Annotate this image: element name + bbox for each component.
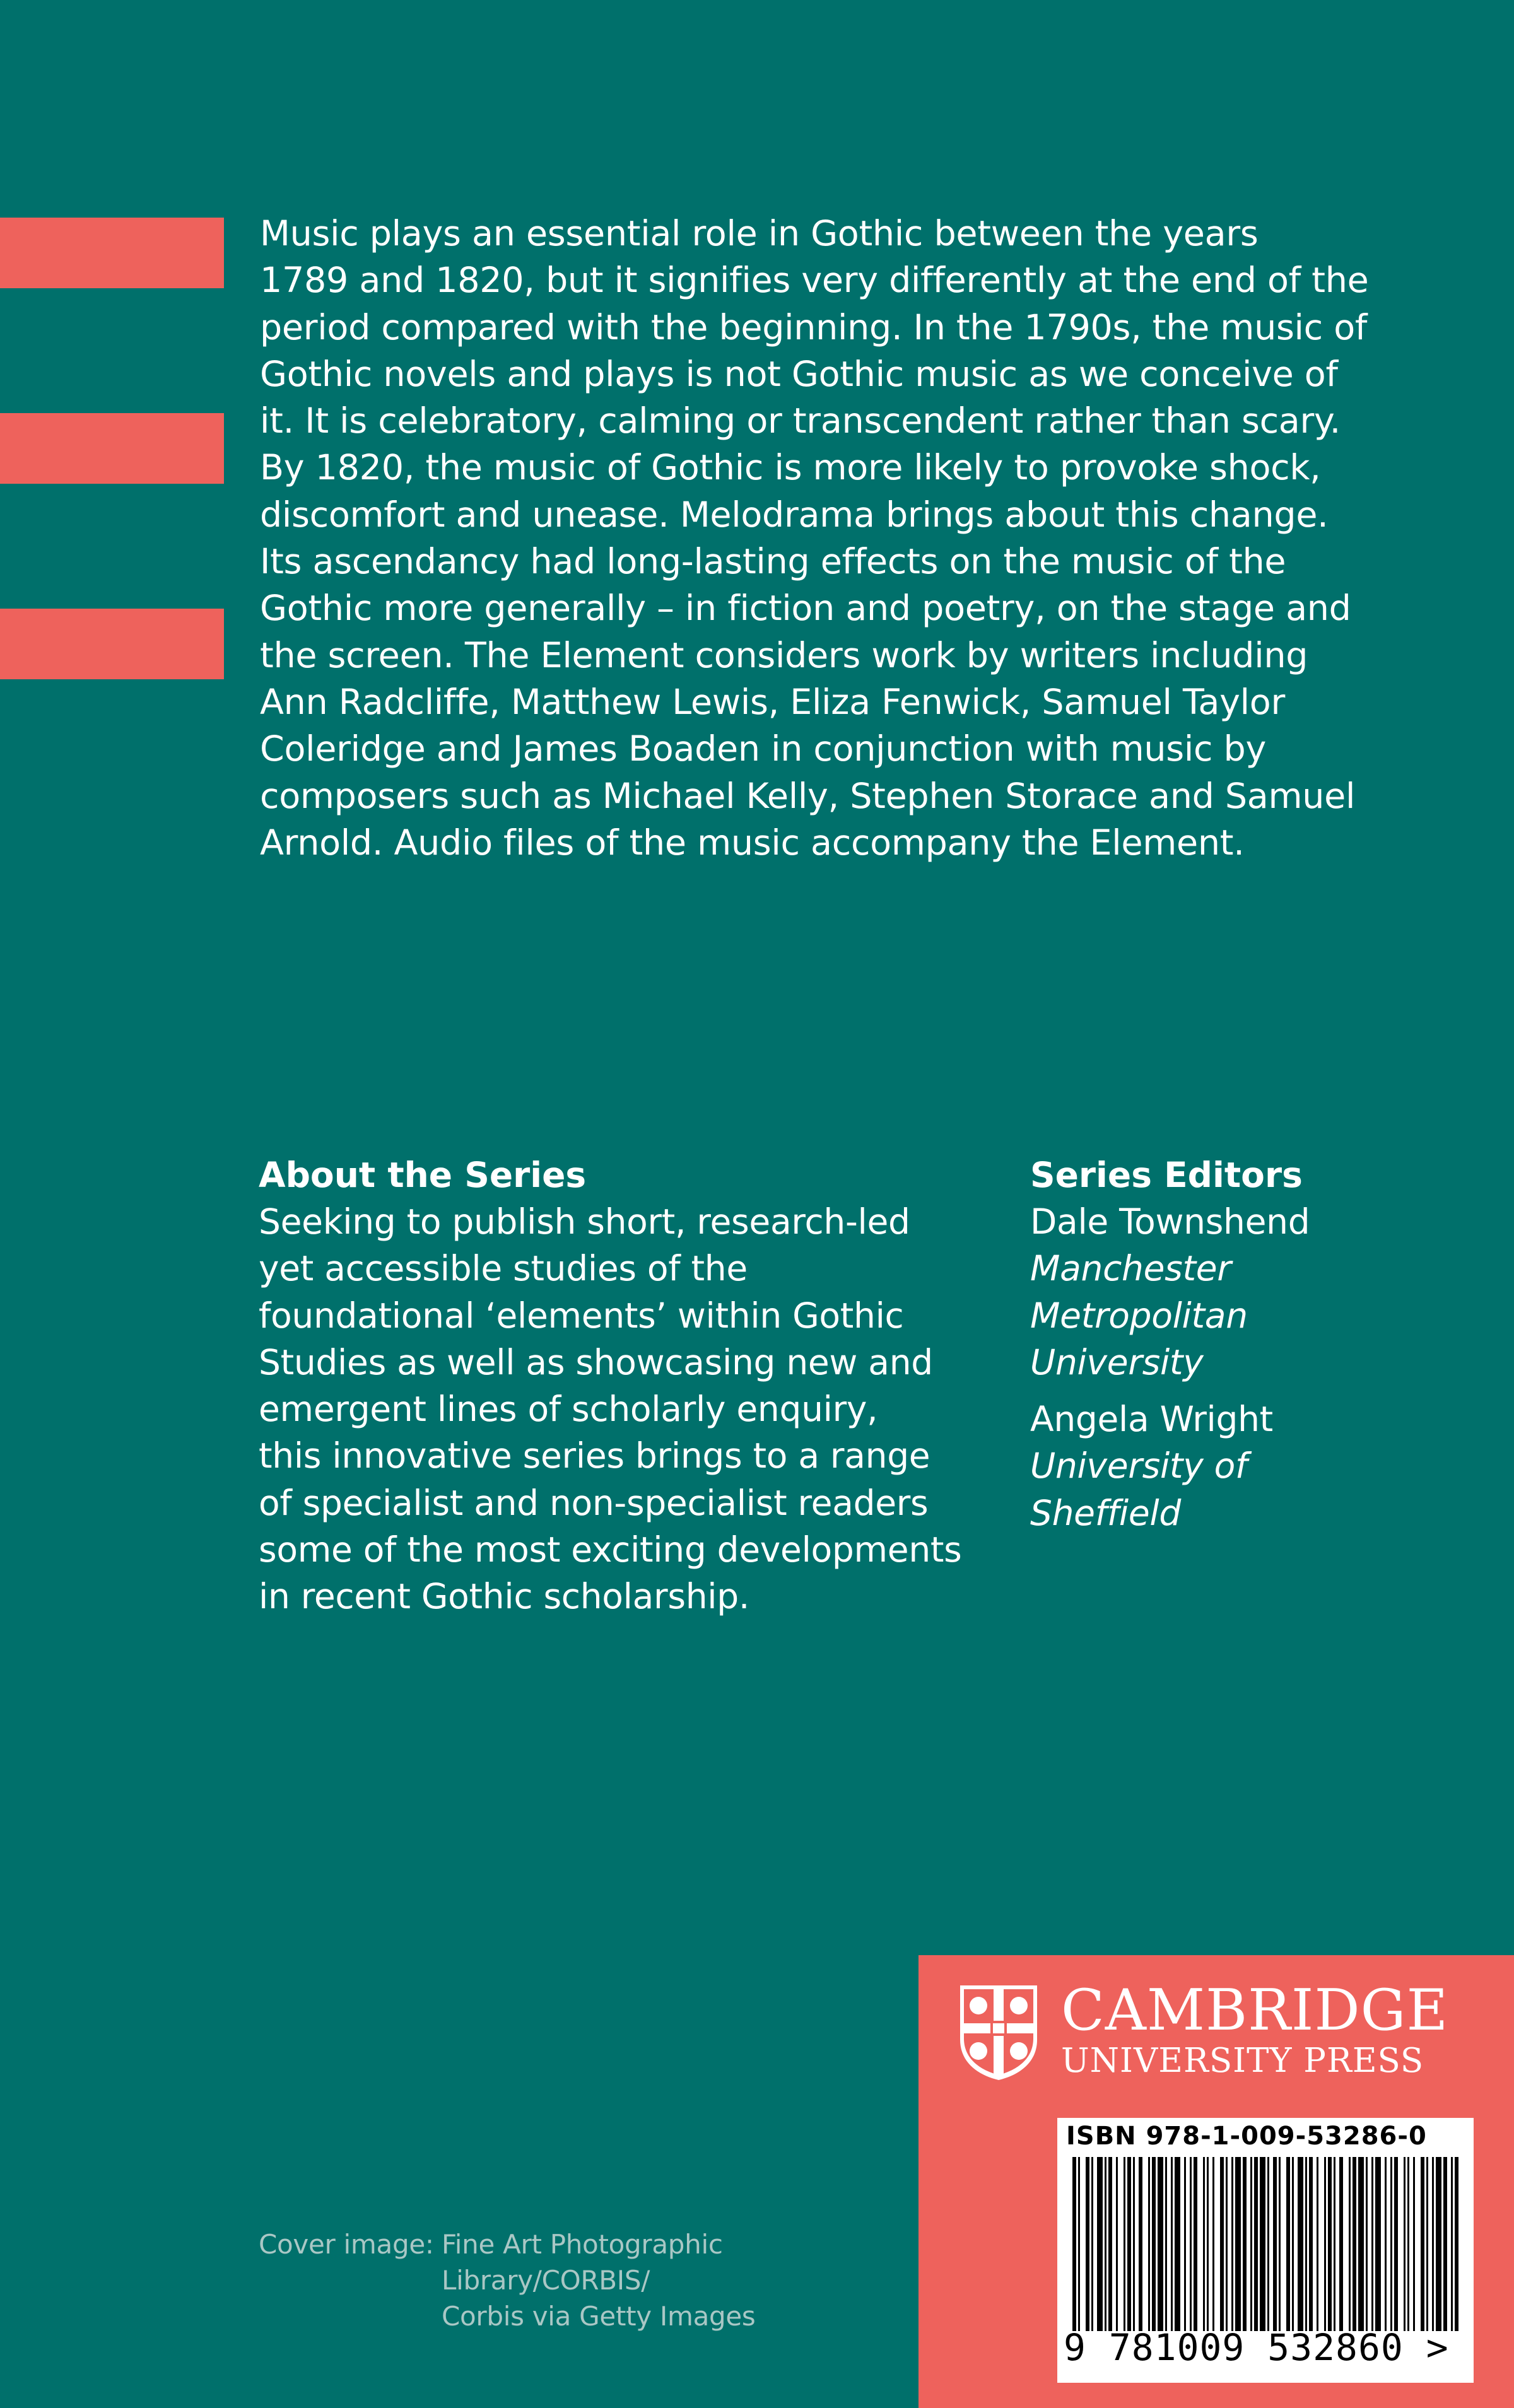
about-line: Studies as well as showcasing new and (259, 1341, 933, 1382)
accent-stripe (0, 413, 224, 484)
barcode-bar (1413, 2157, 1415, 2331)
about-line: Seeking to publish short, research-led (259, 1201, 910, 1242)
barcode-bar (1292, 2157, 1294, 2331)
about-line: this innovative series brings to a range (259, 1435, 930, 1476)
barcode-bar (1317, 2157, 1318, 2331)
blurb-line: Arnold. Audio files of the music accompany the Element. (260, 822, 1245, 863)
barcode-bar (1139, 2157, 1142, 2331)
publisher-name-line-2: UNIVERSITY PRESS (1061, 2042, 1424, 2080)
barcode-bar (1226, 2157, 1228, 2331)
barcode-bar (1375, 2157, 1381, 2331)
barcode-bar (1443, 2157, 1447, 2331)
about-line: yet accessible studies of the (259, 1248, 748, 1289)
cambridge-crest-icon (958, 1983, 1040, 2081)
series-editors (1030, 1152, 1409, 1536)
barcode-bar (1260, 2157, 1265, 2331)
blurb-line: Gothic novels and plays is not Gothic music as we conceive of (260, 353, 1338, 395)
editor-affiliation: University of (1030, 1446, 1248, 1487)
barcode-bar (1349, 2157, 1351, 2331)
publisher-name (1061, 1977, 1449, 2081)
editor-affiliation: Sheffield (1030, 1492, 1181, 1533)
barcode-bar (1158, 2157, 1163, 2331)
barcode-bar (1328, 2157, 1332, 2331)
barcode-bar (1207, 2157, 1209, 2331)
barcode-bar (1267, 2157, 1269, 2331)
blurb-line: Coleridge and James Boaden in conjunction with music by (260, 728, 1267, 770)
barcode-bar (1212, 2157, 1214, 2331)
barcode-bar (1175, 2157, 1180, 2331)
barcode-bar (1105, 2157, 1106, 2331)
about-line: foundational ‘elements’ within Gothic (259, 1295, 904, 1336)
blurb-line: 1789 and 1820, but it signifies very differently at the end of the (260, 260, 1369, 301)
barcode-bar (1165, 2157, 1167, 2331)
barcode-bar (1250, 2157, 1252, 2331)
barcode-bar (1220, 2157, 1224, 2331)
barcode-bar (1254, 2157, 1258, 2331)
blurb-line: Gothic more generally – in fiction and poetry, on the stage and (260, 588, 1351, 629)
barcode-bar (1086, 2157, 1089, 2331)
about-the-series (259, 1152, 1016, 1620)
accent-stripe (0, 609, 224, 679)
about-line: some of the most exciting developments (259, 1529, 962, 1570)
barcode-bar (1371, 2157, 1373, 2331)
barcode-bar (1171, 2157, 1173, 2331)
editor-name: Angela Wright (1030, 1399, 1273, 1440)
barcode-bar (1235, 2157, 1241, 2331)
barcode-bar (1385, 2157, 1387, 2331)
barcode-bar (1116, 2157, 1118, 2331)
blurb-line: Music plays an essential role in Gothic between the years (260, 213, 1259, 254)
barcode-bar (1279, 2157, 1281, 2331)
barcode-bar (1334, 2157, 1335, 2331)
barcode-bar (1455, 2157, 1458, 2331)
barcode-bar (1421, 2157, 1424, 2331)
barcode-bar (1432, 2157, 1434, 2331)
barcode-bar (1091, 2157, 1093, 2331)
blurb-line: By 1820, the music of Gothic is more likely to provoke shock, (260, 447, 1321, 489)
barcode-bar (1127, 2157, 1131, 2331)
editor-affiliation: Metropolitan (1030, 1295, 1248, 1336)
barcode-digits: 9 781009 532860 > (1064, 2326, 1449, 2369)
editor-name: Dale Townshend (1030, 1201, 1310, 1242)
editor-affiliation: University (1030, 1341, 1204, 1382)
isbn-label: ISBN 978-1-009-53286-0 (1066, 2122, 1427, 2151)
about-line: emergent lines of scholarly enquiry, (259, 1389, 878, 1430)
blurb-line: composers such as Michael Kelly, Stephen Storace and Samuel (260, 775, 1356, 817)
editors-heading: Series Editors (1030, 1155, 1303, 1195)
accent-stripe (0, 218, 224, 288)
barcode-bar (1078, 2157, 1080, 2331)
barcode-bar (1148, 2157, 1150, 2331)
barcode-bar (1451, 2157, 1453, 2331)
barcode-bar (1124, 2157, 1125, 2331)
editor-affiliation: Manchester (1030, 1248, 1231, 1289)
barcode-bar (1273, 2157, 1277, 2331)
barcode-bar (1324, 2157, 1326, 2331)
barcode-bar (1339, 2157, 1343, 2331)
blurb-line: period compared with the beginning. In the 1790s, the music of (260, 307, 1368, 348)
barcode-bar (1286, 2157, 1290, 2331)
barcode-bar (1072, 2157, 1076, 2331)
spacer (1030, 1386, 1409, 1396)
barcode-bar (1426, 2157, 1428, 2331)
barcode-bar (1298, 2157, 1303, 2331)
about-line: of specialist and non-specialist readers (259, 1482, 929, 1523)
barcode-bar (1097, 2157, 1103, 2331)
barcode-bar (1305, 2157, 1307, 2331)
blurb-line: Ann Radcliffe, Matthew Lewis, Eliza Fenwick, Samuel Taylor (260, 681, 1285, 723)
credit-line: Library/CORBIS/ (442, 2265, 650, 2296)
barcode-bars (1070, 2157, 1461, 2331)
credit-line: Fine Art Photographic (442, 2229, 723, 2260)
barcode-bar (1407, 2157, 1409, 2331)
barcode-bar (1309, 2157, 1313, 2331)
about-line: in recent Gothic scholarship. (259, 1576, 750, 1617)
barcode-bar (1366, 2157, 1368, 2331)
barcode-bar (1203, 2157, 1205, 2331)
barcode-bar (1358, 2157, 1364, 2331)
about-heading: About the Series (259, 1155, 587, 1195)
barcode-bar (1404, 2157, 1405, 2331)
barcode (1057, 2118, 1474, 2383)
publisher-name-line-1: CAMBRIDGE (1061, 1977, 1449, 2043)
barcode-bar (1353, 2157, 1356, 2331)
barcode-bar (1436, 2157, 1441, 2331)
barcode-bar (1184, 2157, 1186, 2331)
publisher-block (918, 1955, 1514, 2408)
blurb-line: Its ascendancy had long-lasting effects on the music of the (260, 541, 1286, 583)
barcode-bar (1133, 2157, 1135, 2331)
blurb-line: the screen. The Element considers work by writers including (260, 634, 1308, 676)
barcode-bar (1194, 2157, 1197, 2331)
barcode-bar (1394, 2157, 1398, 2331)
barcode-bar (1243, 2157, 1247, 2331)
barcode-bar (1190, 2157, 1192, 2331)
blurb-line: it. It is celebratory, calming or transcendent rather than scary. (260, 400, 1341, 442)
barcode-bar (1231, 2157, 1233, 2331)
barcode-bar (1390, 2157, 1392, 2331)
blurb-line: discomfort and unease. Melodrama brings about this change. (260, 494, 1329, 535)
credit-label: Cover image: (259, 2229, 434, 2260)
book-blurb (260, 211, 1458, 867)
barcode-bar (1152, 2157, 1156, 2331)
credit-line: Corbis via Getty Images (442, 2301, 756, 2332)
barcode-bar (1108, 2157, 1112, 2331)
cover-image-credit (259, 2226, 756, 2334)
